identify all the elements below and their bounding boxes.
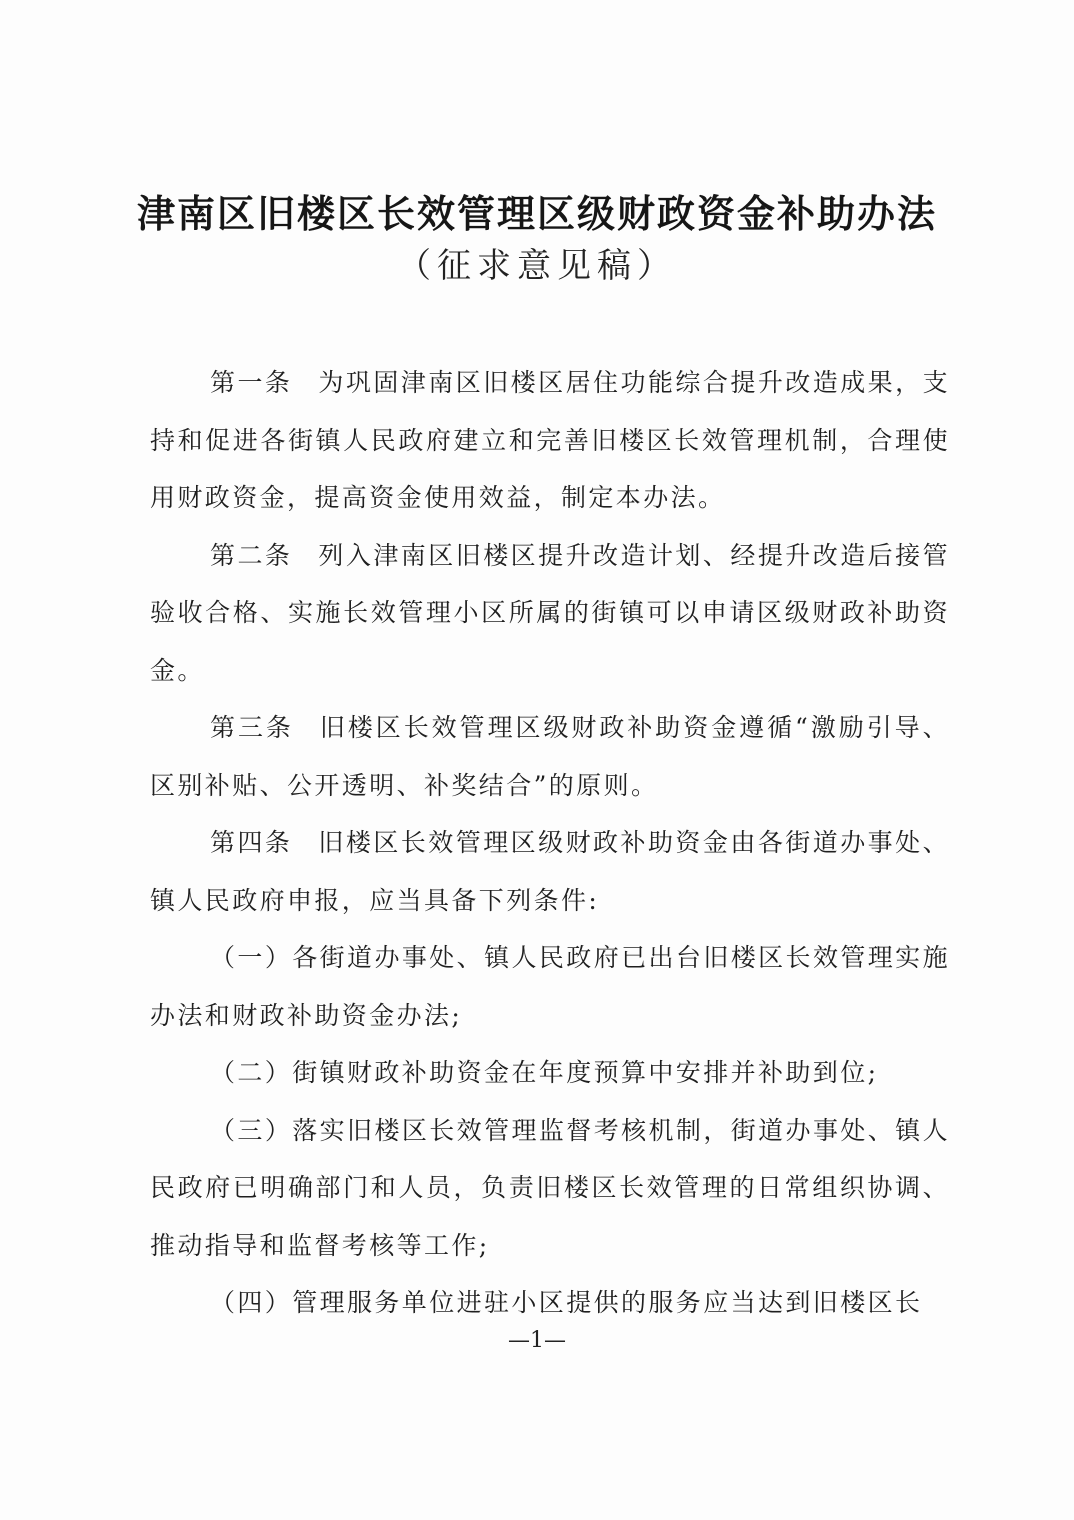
- document-subtitle: （征求意见稿）: [397, 246, 677, 286]
- article-number: 第二条: [210, 540, 293, 570]
- document-body: [150, 354, 950, 1332]
- article-number: 第三条: [210, 713, 294, 742]
- article-text: 为巩固津南区旧楼区居住功能综合提升改造成果，支持和促进各街镇人民政府建立和完善旧楼区长效管理机制，合理使用财政资金，提高资金使用效益，制定本办法。: [150, 368, 951, 512]
- condition-item-2: [150, 1044, 950, 1102]
- article-paragraph-1: [150, 354, 950, 527]
- condition-text: （四）管理服务单位进驻小区提供的服务应当达到旧楼区长: [210, 1288, 923, 1317]
- condition-item-3: [150, 1102, 950, 1275]
- condition-item-4: [150, 1274, 950, 1332]
- article-number: 第四条: [210, 828, 293, 857]
- article-number: 第一条: [210, 368, 293, 397]
- article-text: 列入津南区旧楼区提升改造计划、经提升改造后接管验收合格、实施长效管理小区所属的街镇可以申请区级财政补助资金。: [150, 540, 951, 685]
- article-paragraph-4: [150, 814, 950, 929]
- article-paragraph-2: [150, 527, 950, 700]
- condition-text: （一）各街道办事处、镇人民政府已出台旧楼区长效管理实施办法和财政补助资金办法;: [150, 943, 950, 1030]
- article-text: 旧楼区长效管理区级财政补助资金由各街道办事处、镇人民政府申报，应当具备下列条件:: [150, 828, 951, 915]
- page-number: —1—: [508, 1328, 566, 1353]
- condition-item-1: [150, 929, 950, 1044]
- article-paragraph-3: [150, 699, 950, 814]
- condition-text: （三）落实旧楼区长效管理监督考核机制，街道办事处、镇人民政府已明确部门和人员，负责旧楼区长效管理的日常组织协调、推动指导和监督考核等工作;: [150, 1115, 950, 1260]
- document-title: 津南区旧楼区长效管理区级财政资金补助办法: [136, 191, 937, 236]
- condition-text: （二）街镇财政补助资金在年度预算中安排并补助到位;: [210, 1058, 879, 1087]
- article-text: 旧楼区长效管理区级财政补助资金遵循“激励引导、区别补贴、公开透明、补奖结合”的原则。: [150, 713, 950, 800]
